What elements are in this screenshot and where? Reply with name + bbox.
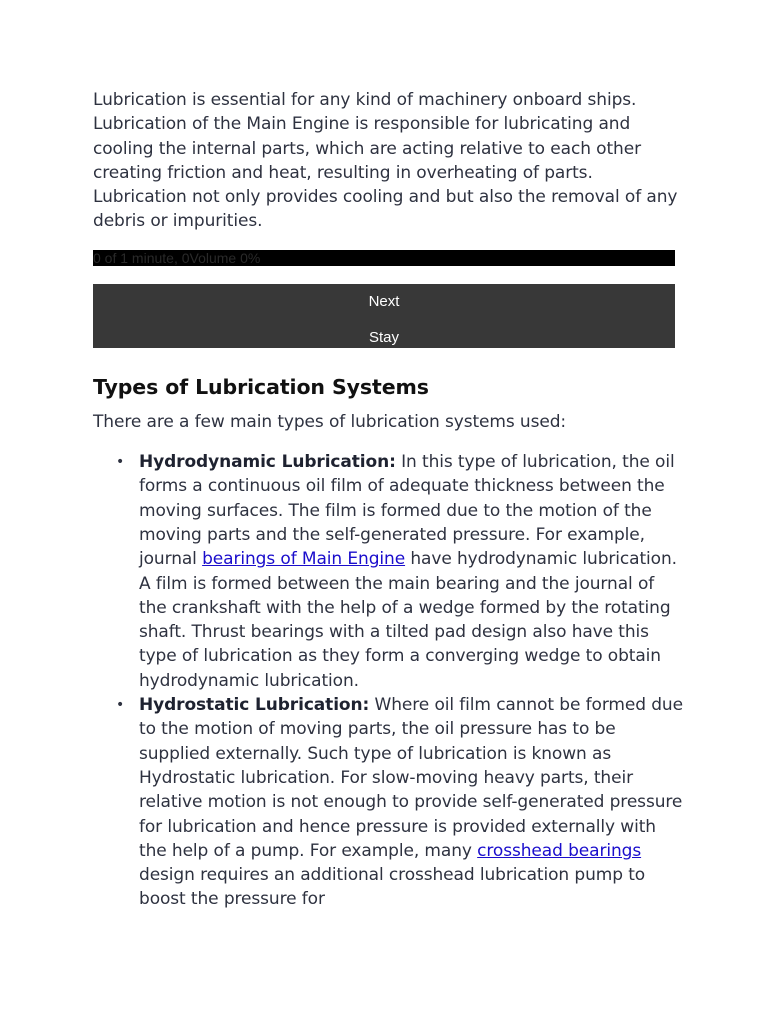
- intro-paragraph: Lubrication is essential for any kind of machinery onboard ships. Lubrication of the Main Engine is responsible for lubricating and cooling the internal parts, which are acting relative to each other creating friction and heat, resulting in overheating of parts. Lubrication not only provides cooling and but also the removal of any debris or impurities.: [93, 90, 678, 232]
- item-text: In this type of lubrication, the oil forms a continuous oil film of adequate thickness between the moving surfaces. The film is formed due to the motion of the moving parts and the self-generated pressure. For example, journal: [139, 452, 675, 570]
- section-heading: Types of Lubrication Systems: [93, 374, 429, 399]
- article-content: [93, 88, 683, 912]
- section-lead: There are a few main types of lubrication systems used:: [93, 411, 567, 432]
- list-item-hydrostatic: [116, 693, 683, 912]
- item-text: design requires an additional crosshead lubrication pump to boost the pressure for: [139, 865, 646, 910]
- media-player-bar[interactable]: [93, 250, 675, 266]
- crosshead-bearings-link[interactable]: crosshead bearings: [477, 840, 642, 861]
- stay-button[interactable]: Stay: [368, 328, 399, 346]
- next-button[interactable]: Next: [368, 292, 400, 310]
- bearings-of-main-engine-link[interactable]: bearings of Main Engine: [202, 549, 406, 570]
- item-text: Where oil film cannot be formed due to the motion of moving parts, the oil pressure has to be supplied externally. Such type of lubrication is known as Hydrostatic lubrication. For slow-moving heavy parts, their relative motion is not enough to provide self-generated pressure for lubrication and hence pressure is provided externally with the help of a pump. For example, many: [139, 695, 683, 861]
- term-label: Hydrodynamic Lubrication:: [139, 452, 396, 473]
- term-label: Hydrostatic Lubrication:: [139, 695, 370, 716]
- lubrication-types-list: [93, 450, 683, 912]
- media-status-text: 0 of 1 minute, 0Volume 0%: [93, 249, 261, 266]
- bullet-icon: •: [116, 697, 125, 714]
- bullet-icon: •: [116, 454, 125, 471]
- video-actions-panel: [93, 284, 675, 348]
- item-text: have hydrodynamic lubrication. A film is formed between the main bearing and the journal of the crankshaft with the help of a wedge formed by the rotating shaft. Thrust bearings with a tilted pad design also have this type of lubrication as they form a converging wedge to obtain hydrodynamic lubrication.: [139, 549, 677, 691]
- list-item-hydrodynamic: [116, 450, 683, 693]
